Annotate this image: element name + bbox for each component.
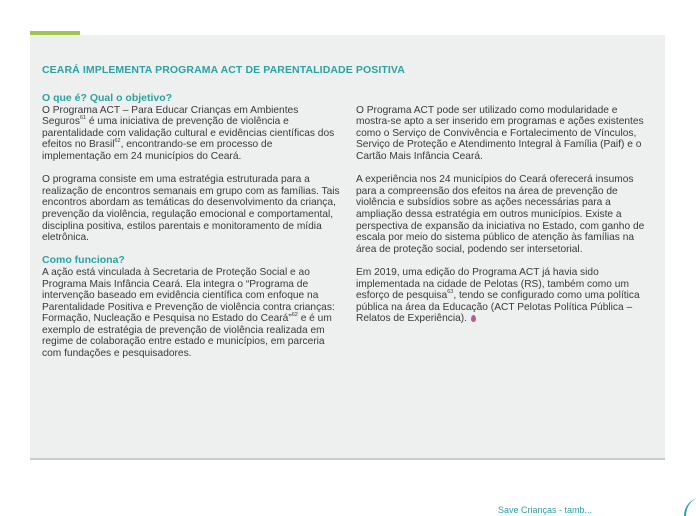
- footer-curve-decoration: [684, 498, 696, 516]
- info-box: [30, 35, 665, 460]
- text-segment: Em 2019, uma edição do Programa ACT já havia sido implementada na cidade de Pelotas (RS), também como um esforço de pesquisa: [356, 266, 629, 302]
- paragraph-modularity: O Programa ACT pode ser utilizado como modularidade e mostra-se apto a ser inserido em programas e ações existentes como o Serviço de Convivência e Fortalecimento de Vínculos, Serviço de Proteção e Atendimento Integral à Família (Paif) e o Cartão Mais Infância Ceará.: [356, 104, 644, 162]
- footnote-ref: 62: [114, 138, 121, 145]
- left-column: [42, 93, 340, 360]
- text-segment: O Programa ACT – Para Educar Crianças em Ambientes Seguros: [42, 104, 299, 128]
- footer-text-snippet: Save Crianças - tamb...: [498, 505, 593, 515]
- text-segment: e é um exemplo de estratégia de prevenção de violência realizada em regime de colaboração entre estado e municípios, em parceria com fundações e pesquisadores.: [42, 313, 332, 360]
- text-segment: , encontrando-se em processo de implementação em 24 municípios do Ceará.: [42, 139, 273, 162]
- text-segment: A ação está vinculada à Secretaria de Proteção Social e ao Programa Mais Infância Ceará. Ela integra o “Programa de intervenção baseado em evidência científica com enfoque na Parentalidade Positiva e Prevenção de violência contra crianças: Formação, Nucleação e Pesquisa no Estado do Ceará”: [42, 266, 335, 325]
- text-segment: , tendo se configurado como uma política pública na área da Educação (ACT Pelotas Política Pública – Relatos de Experiência).: [356, 290, 640, 325]
- heading-how-it-works: Como funciona?: [42, 254, 125, 267]
- footnote-ref: 63: [447, 289, 454, 296]
- box-title: CEARÁ IMPLEMENTA PROGRAMA ACT DE PARENTALIDADE POSITIVA: [42, 64, 405, 76]
- location-pin-icon: [471, 315, 476, 322]
- heading-what-is: O que é? Qual o objetivo?: [42, 92, 173, 104]
- text-segment: é uma iniciativa de prevenção de violência e parentalidade com validação cultural e evidências científicas dos efeitos no Brasil: [42, 116, 335, 151]
- paragraph-program-strategy: O programa consiste em uma estratégia estruturada para a realização de encontros semanais em grupo com as famílias. Tais encontros abordam as temáticas do desenvolvimento da criança, prevenção da violência, regulação emocional e comportamental, disciplina positiva, estilos parentais e monitoramento de mídia eletrônica.: [42, 174, 340, 244]
- footnote-ref: 62: [291, 312, 298, 319]
- paragraph-experience: A experiência nos 24 municípios do Ceará oferecerá insumos para a compreensão dos efeitos na área de prevenção de violência e subsídios sobre as ações necessárias para a ampliação dessa estratégia em outros municípios. Existe a perspectiva de expansão da iniciativa no Estado, com ganho de escala por meio do sistema público de atenção às famílias na área de proteção social, podendo ser intersetorial.: [356, 174, 645, 255]
- footnote-ref: 61: [79, 115, 87, 122]
- paragraph-pelotas: [356, 267, 654, 325]
- paragraph-how-it-works: [42, 267, 340, 360]
- paragraph-what-is: [42, 105, 340, 163]
- right-column: [356, 93, 654, 325]
